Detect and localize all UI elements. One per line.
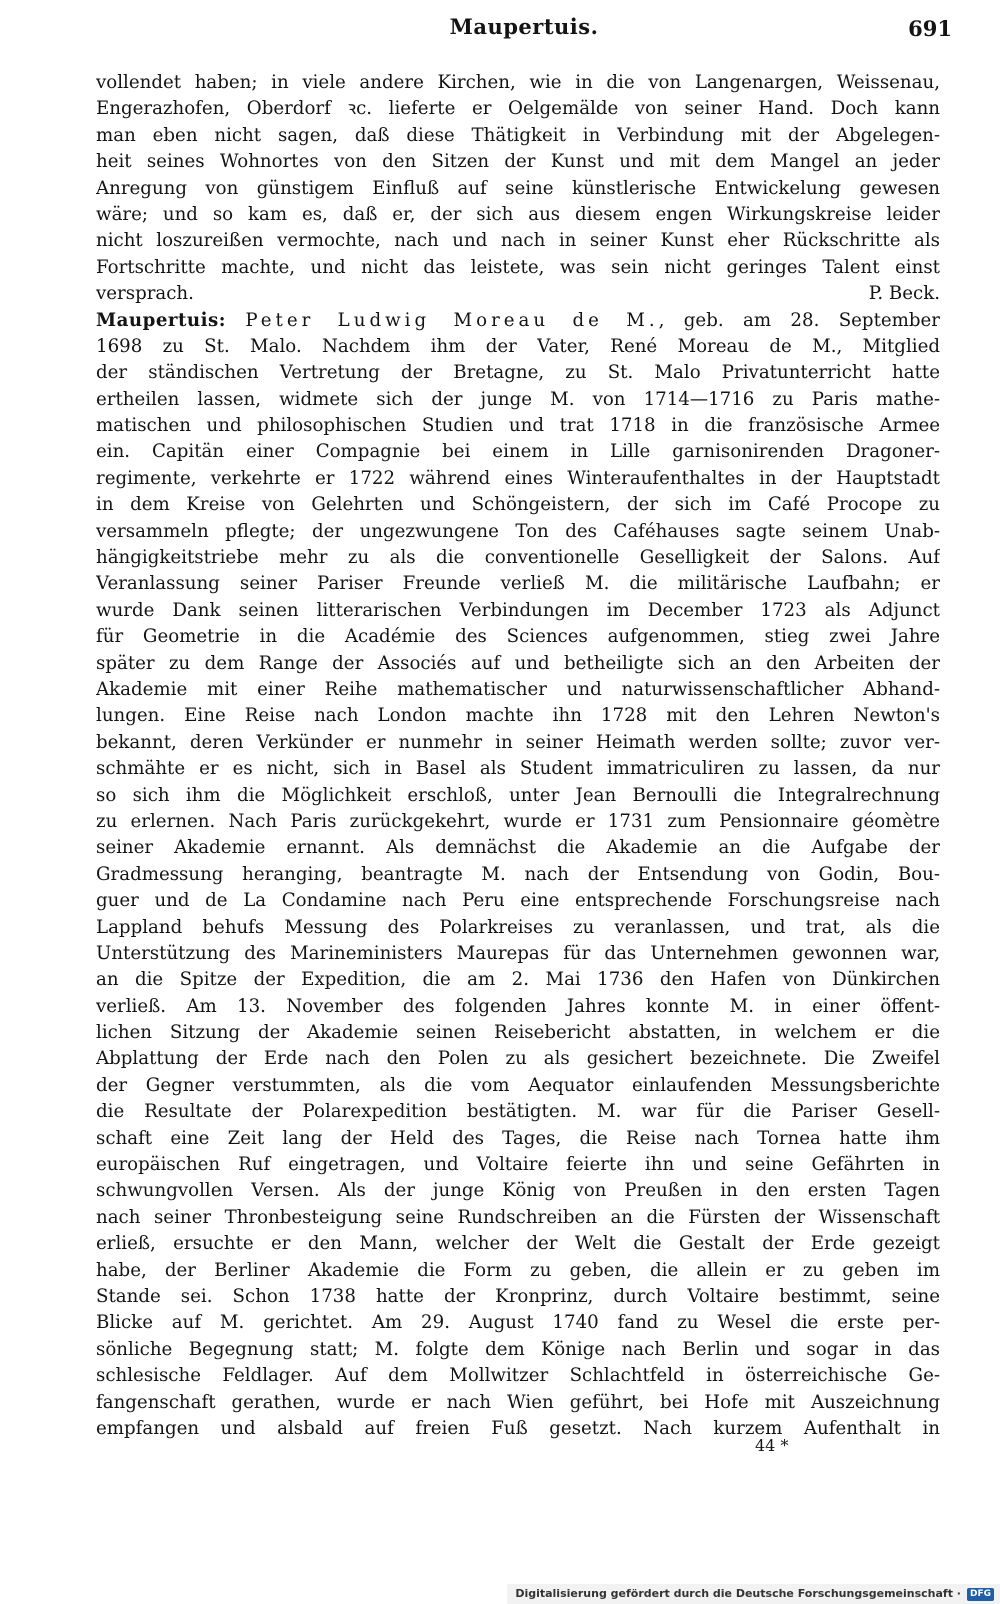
text-line: verließ. Am 13. November des folgenden Jahres konnte M. in einer öffent- <box>96 995 940 1017</box>
entry-first-line-rest: , geb. am 28. September <box>658 309 940 331</box>
text-line: Akademie mit einer Reihe mathematischer und naturwissenschaftlicher Abhand- <box>96 678 940 700</box>
text-line: empfangen und alsbald auf freien Fuß gesetzt. Nach kurzem Aufenthalt in <box>96 1417 940 1439</box>
dfg-logo: DFG <box>967 1588 994 1601</box>
text-line: versammeln pflegte; der ungezwungene Ton des Caféhauses sagte seinem Unab- <box>96 520 940 542</box>
text-line: Anregung von günstigem Einfluß auf seine künstlerische Entwickelung gewesen <box>96 177 940 199</box>
text-line: bekannt, deren Verkünder er nunmehr in seiner Heimath werden sollte; zuvor ver- <box>96 731 940 753</box>
page-number: 691 <box>908 16 952 41</box>
text-line: der Gegner verstummten, als die vom Aequator einlaufenden Messungsberichte <box>96 1074 940 1096</box>
text-line: 1698 zu St. Malo. Nachdem ihm der Vater, René Moreau de M., Mitglied <box>96 335 940 357</box>
previous-entry-ending <box>96 70 940 281</box>
text-line: die Resultate der Polarexpedition bestätigten. M. war für die Pariser Gesell- <box>96 1101 940 1123</box>
text-line: schaft eine Zeit lang der Held des Tages, die Reise nach Tornea hatte ihm <box>96 1127 940 1149</box>
text-line: lungen. Eine Reise nach London machte ihn 1728 mit den Lehren Newton's <box>96 705 940 727</box>
text-line: Veranlassung seiner Pariser Freunde verließ M. die militärische Laufbahn; er <box>96 573 940 595</box>
digitization-footer <box>507 1584 1000 1604</box>
text-line: habe, der Berliner Akademie die Form zu geben, die allein er zu geben im <box>96 1259 940 1281</box>
entry-text <box>96 334 940 1442</box>
text-line: Stande sei. Schon 1738 hatte der Kronprinz, durch Voltaire bestimmt, seine <box>96 1285 940 1307</box>
text-line: Lappland behufs Messung des Polarkreises zu veranlassen, und trat, als die <box>96 916 940 938</box>
running-head: Maupertuis. <box>449 14 599 39</box>
entry-headword: Maupertuis: <box>96 309 226 331</box>
text-line: vollendet haben; in viele andere Kirchen, wie in die von Langenargen, Weissenau, <box>96 72 940 93</box>
sheet-signature: 44 * <box>755 1436 789 1455</box>
text-line: europäischen Ruf eingetragen, und Voltaire feierte ihn und seine Gefährten in <box>96 1154 940 1176</box>
text-line: guer und de La Condamine nach Peru eine entsprechende Forschungsreise nach <box>96 890 940 912</box>
text-line: fangenschaft gerathen, wurde er nach Wien geführt, bei Hofe mit Auszeichnung <box>96 1391 940 1413</box>
article-body <box>96 70 940 1442</box>
text-line: der ständischen Vertretung der Bretagne, zu St. Malo Privatunterricht hatte <box>96 362 940 384</box>
entry-full-name: Peter Ludwig Moreau de M. <box>245 309 659 331</box>
text-line: zu erlernen. Nach Paris zurückgekehrt, wurde er 1731 zum Pensionnaire géomètre <box>96 810 940 832</box>
text-line: hängigkeitstriebe mehr zu als die conventionelle Geselligkeit der Salons. Auf <box>96 547 940 569</box>
last-line-text: versprach. <box>96 283 194 305</box>
text-line: regimente, verkehrte er 1722 während eines Winteraufenthaltes in der Hauptstadt <box>96 467 940 489</box>
text-line: so sich ihm die Möglichkeit erschloß, unter Jean Bernoulli die Integralrechnung <box>96 784 940 806</box>
text-line: Abplattung der Erde nach den Polen zu als gesichert bezeichnete. Die Zweifel <box>96 1048 940 1070</box>
text-line: später zu dem Range der Associés auf und betheiligte sich an den Arbeiten der <box>96 652 940 674</box>
text-line: sönliche Begegnung statt; M. folgte dem Könige nach Berlin und sogar in das <box>96 1338 940 1360</box>
text-line: erließ, ersuchte er den Mann, welcher der Welt die Gestalt der Erde gezeigt <box>96 1233 940 1255</box>
text-line: man eben nicht sagen, daß diese Thätigkeit in Verbindung mit der Abgelegen- <box>96 124 940 146</box>
text-line: matischen und philosophischen Studien und trat 1718 in die französische Armee <box>96 415 940 437</box>
author-signature: P. Beck. <box>868 283 940 305</box>
text-line: seiner Akademie ernannt. Als demnächst die Akademie an die Aufgabe der <box>96 837 940 859</box>
text-line: für Geometrie in die Académie des Sciences aufgenommen, stieg zwei Jahre <box>96 626 940 648</box>
text-line: Blicke auf M. gerichtet. Am 29. August 1740 fand zu Wesel die erste per- <box>96 1312 940 1334</box>
text-line: Gradmessung heranging, beantragte M. nach der Entsendung von Godin, Bou- <box>96 863 940 885</box>
text-line: schwungvollen Versen. Als der junge König von Preußen in den ersten Tagen <box>96 1180 940 1202</box>
text-line: Unterstützung des Marineministers Maurepas für das Unternehmen gewonnen war, <box>96 942 940 964</box>
text-line: nicht loszureißen vermochte, nach und nach in seiner Kunst eher Rückschritte als <box>96 230 940 252</box>
entry-first-line <box>96 308 940 334</box>
text-line: an die Spitze der Expedition, die am 2. Mai 1736 den Hafen von Dünkirchen <box>96 969 940 991</box>
text-line: schmähte er es nicht, sich in Basel als Student immatriculiren zu lassen, da nur <box>96 758 940 780</box>
text-line: ertheilen lassen, widmete sich der junge M. von 1714—1716 zu Paris mathe- <box>96 388 940 410</box>
text-line: nach seiner Thronbesteigung seine Rundschreiben an die Fürsten der Wissenschaft <box>96 1206 940 1228</box>
text-line: wurde Dank seinen litterarischen Verbindungen im December 1723 als Adjunct <box>96 599 940 621</box>
text-line: lichen Sitzung der Akademie seinen Reisebericht abstatten, in welchem er die <box>96 1022 940 1044</box>
previous-entry-last-line <box>96 281 940 307</box>
text-line: wäre; und so kam es, daß er, der sich aus diesem engen Wirkungskreise leider <box>96 203 940 225</box>
text-line: heit seines Wohnortes von den Sitzen der Kunst und mit dem Mangel an jeder <box>96 151 940 173</box>
footer-text: Digitalisierung gefördert durch die Deutsche Forschungsgemeinschaft · <box>515 1587 961 1600</box>
text-line: Fortschritte machte, und nicht das leistete, was sein nicht geringes Talent einst <box>96 256 940 278</box>
text-line: Engerazhofen, Oberdorf ꝛc. lieferte er Oelgemälde von seiner Hand. Doch kann <box>96 98 940 120</box>
text-line: ein. Capitän einer Compagnie bei einem in Lille garnisonirenden Dragoner- <box>96 441 940 463</box>
text-line: schlesische Feldlager. Auf dem Mollwitzer Schlachtfeld in österreichische Ge- <box>96 1365 940 1387</box>
page-header <box>96 14 952 50</box>
text-line: in dem Kreise von Gelehrten und Schöngeistern, der sich im Café Procope zu <box>96 494 940 516</box>
